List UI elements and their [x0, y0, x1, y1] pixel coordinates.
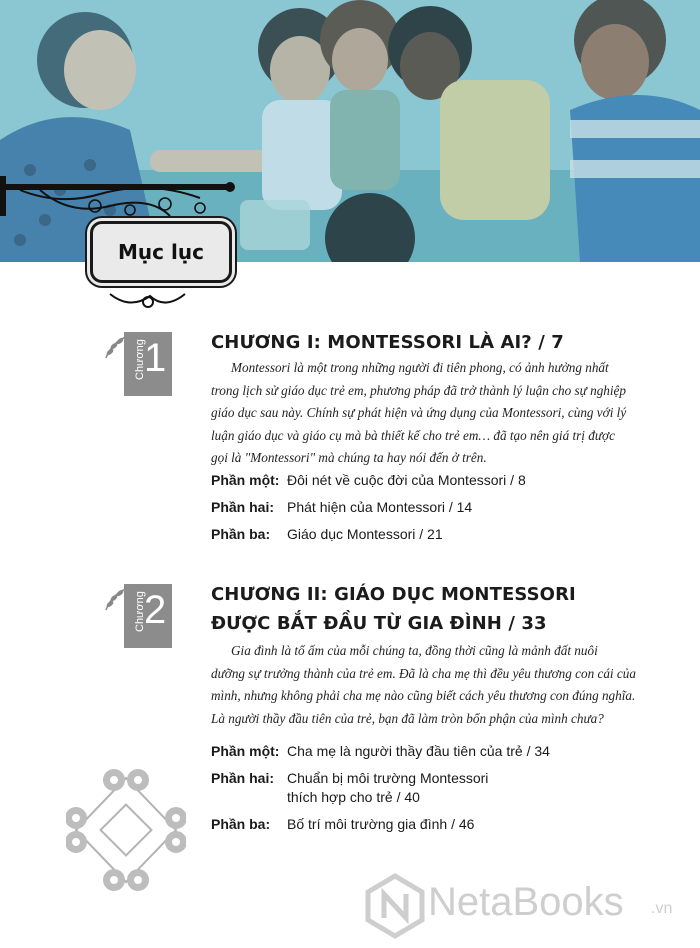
toc-entry[interactable]	[211, 741, 550, 762]
desc-line: trong lịch sử giáo dục trẻ em, phương pháp đã trở thành lý luận cho sự nghiệp	[211, 382, 627, 398]
watermark-logo-icon	[360, 870, 430, 940]
part-label: Phần một:	[211, 743, 280, 759]
part-label: Phần ba:	[211, 816, 271, 832]
chapter-description	[211, 640, 683, 730]
chapter-badge-2	[102, 584, 172, 648]
chapter-number: 2	[144, 588, 167, 632]
desc-line: giáo dục sau này. Chính sự phát hiện và ứng dụng của Montessori, cùng với lý	[211, 405, 627, 421]
badge-word: Chương	[134, 339, 146, 380]
chapter-description	[211, 357, 683, 470]
chapter-number: 1	[144, 336, 167, 380]
part-label: Phần một:	[211, 472, 280, 488]
chapter-badge-1	[102, 332, 172, 396]
toc-entry[interactable]	[211, 470, 526, 491]
desc-line: Là người thầy đầu tiên của trẻ, bạn đã làm tròn bổn phận của mình chưa?	[211, 710, 604, 726]
badge-word: Chương	[134, 591, 146, 632]
desc-line: mình, nhưng không phải cha mẹ nào cũng biết cách yêu thương con đúng nghĩa.	[211, 688, 636, 704]
part-label: Phần hai:	[211, 770, 275, 786]
desc-line: luận giáo dục và giáo cụ mà bà thiết kế cho trẻ em… đã tạo nên giá trị được	[211, 427, 615, 443]
toc-entry[interactable]	[211, 497, 473, 518]
chapter-title-line2: ĐƯỢC BẮT ĐẦU TỪ GIA ĐÌNH / 33	[211, 613, 547, 634]
part-title: Phát hiện của Montessori / 14	[287, 499, 473, 515]
toc-entry[interactable]	[211, 524, 443, 545]
toc-title: Mục lục	[90, 221, 232, 283]
part-title-line2: thích hợp cho trẻ / 40	[287, 789, 420, 805]
desc-line: Montessori là một trong những người đi tiên phong, có ảnh hưởng nhất	[231, 360, 609, 375]
floral-ornament-icon	[66, 768, 186, 892]
watermark-text: NetaBooks	[428, 880, 624, 924]
part-title: Giáo dục Montessori / 21	[287, 526, 443, 542]
desc-line: gọi là "Montessori" mà chúng ta hay nói đến ở trên.	[211, 450, 487, 466]
toc-entry[interactable]	[211, 814, 475, 835]
desc-line: dưỡng sự trưởng thành của trẻ em. Đã là cha mẹ thì đều yêu thương con cái của	[211, 665, 636, 681]
part-title: Đôi nét về cuộc đời của Montessori / 8	[287, 472, 526, 488]
part-label: Phần ba:	[211, 526, 271, 542]
chapter-title-line1: CHƯƠNG II: GIÁO DỤC MONTESSORI	[211, 584, 576, 605]
part-title-line1: Chuẩn bị môi trường Montessori	[287, 770, 489, 786]
part-title: Cha mẹ là người thầy đầu tiên của trẻ / 34	[287, 743, 550, 759]
desc-line: Gia đình là tổ ấm của mỗi chúng ta, đồng thời cũng là mảnh đất nuôi	[231, 643, 598, 658]
chapter-title: CHƯƠNG I: MONTESSORI LÀ AI? / 7	[211, 332, 564, 353]
part-title: Bố trí môi trường gia đình / 46	[287, 816, 475, 832]
part-label: Phần hai:	[211, 499, 275, 515]
watermark-suffix: .vn	[651, 900, 673, 917]
toc-entry[interactable]	[211, 768, 489, 805]
